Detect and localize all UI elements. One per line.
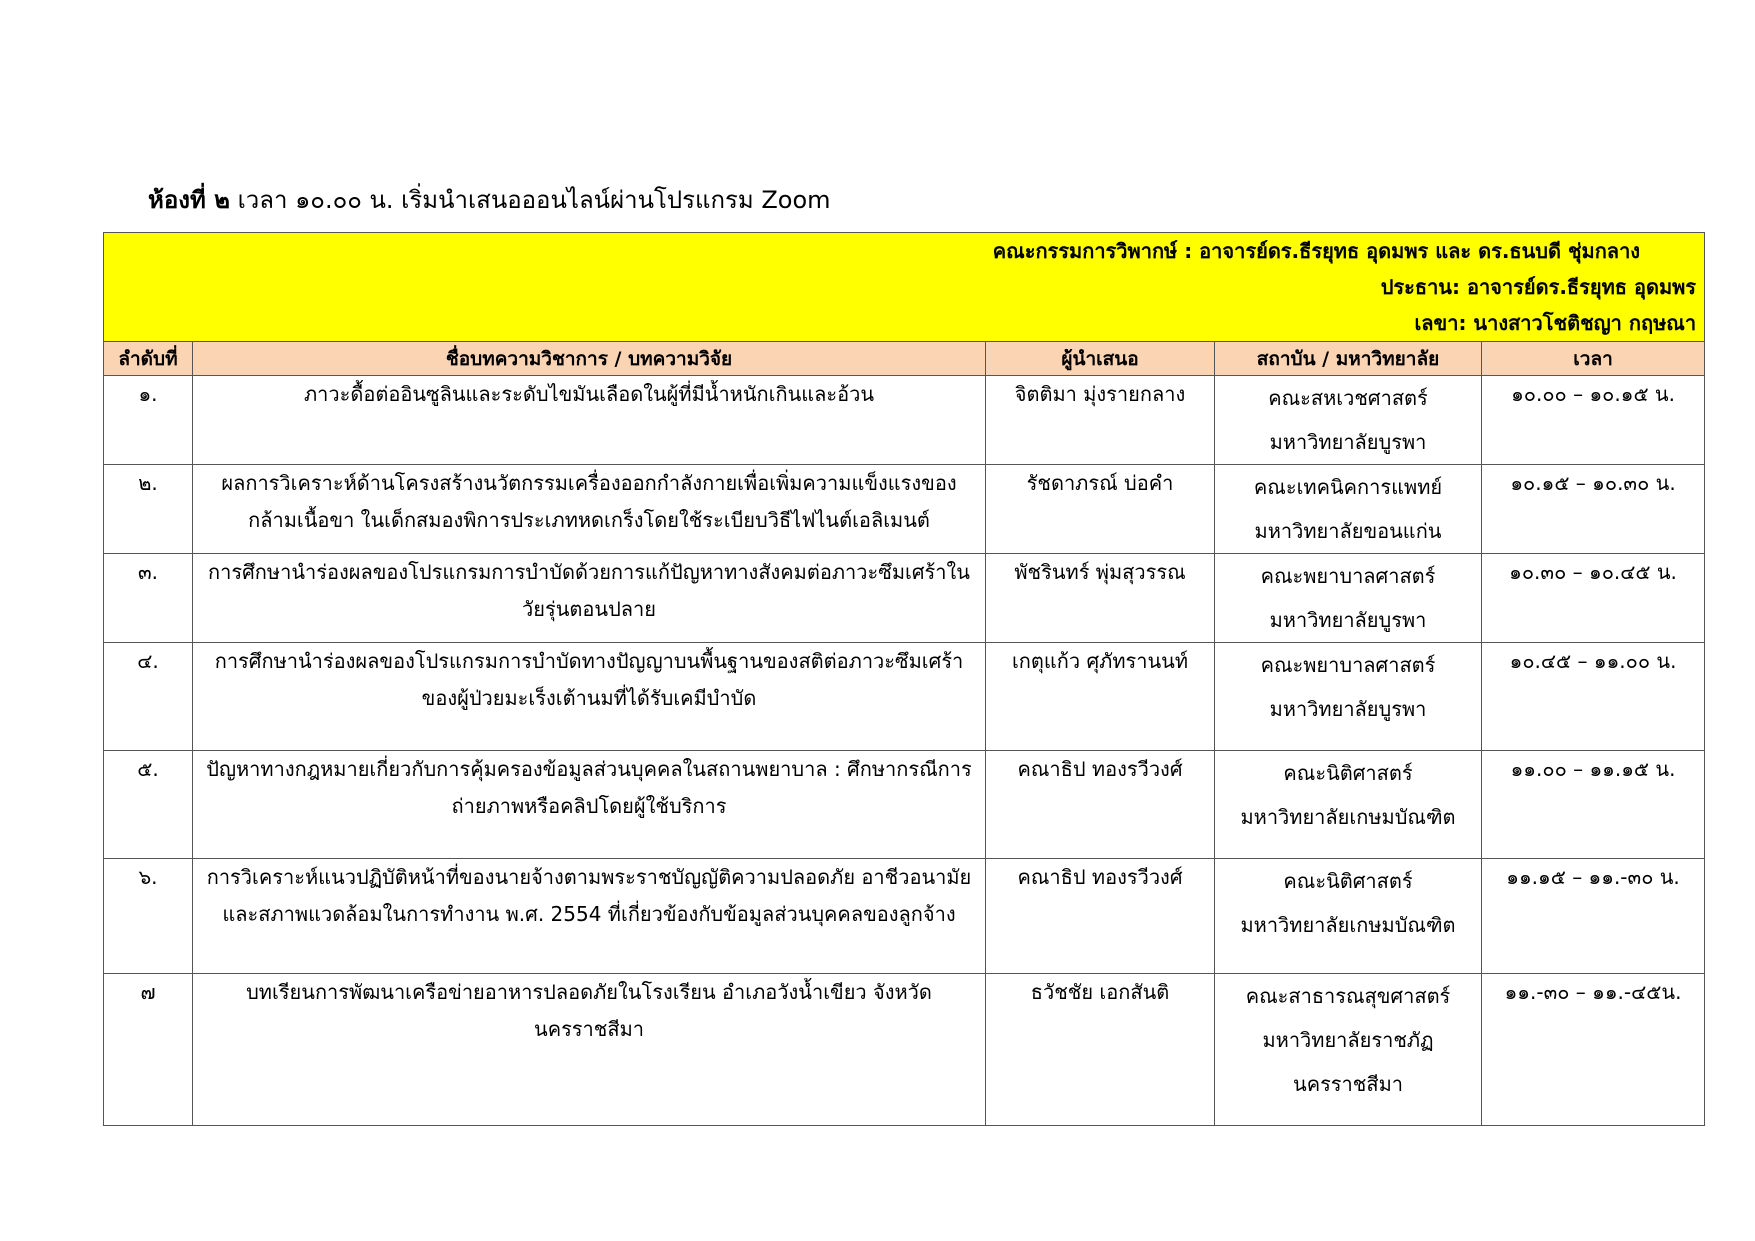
presenter-name: พัชรินทร์ พุ่มสุวรรณ (986, 554, 1215, 643)
university-name: มหาวิทยาลัยเกษมบัณฑิต (1240, 805, 1456, 829)
committee-header (104, 233, 1705, 342)
paper-title: การศึกษานำร่องผลของโปรแกรมการบำบัดด้วยการแก้ปัญหาทางสังคมต่อภาวะซึมเศร้าในวัยรุ่นตอนปลาย (193, 554, 986, 643)
faculty-name: คณะเทคนิคการแพทย์ (1253, 475, 1443, 499)
faculty-name: คณะสหเวชศาสตร์ (1268, 386, 1428, 410)
paper-title: ผลการวิเคราะห์ด้านโครงสร้างนวัตกรรมเครื่องออกกำลังกายเพื่อเพิ่มความแข็งแรงของกล้ามเนื้อขา ในเด็กสมองพิการประเภทหดเกร็งโดยใช้ระเบียบวิธีไฟไนต์เอลิเมนต์ (193, 465, 986, 554)
committee-cell (104, 233, 1705, 342)
time-slot: ๑๑.-๓๐ – ๑๑.-๔๕น. (1482, 974, 1705, 1126)
institution (1215, 465, 1482, 554)
institution (1215, 554, 1482, 643)
row-number: ๓. (104, 554, 193, 643)
row-number: ๒. (104, 465, 193, 554)
faculty-name: คณะพยาบาลศาสตร์ (1260, 653, 1436, 677)
presenter-name: ธวัชชัย เอกสันติ (986, 974, 1215, 1126)
table-row (104, 859, 1705, 974)
presenter-name: คณาธิป ทองรวีวงศ์ (986, 751, 1215, 859)
page-title (148, 183, 831, 217)
row-number: ๗ (104, 974, 193, 1126)
table-row (104, 554, 1705, 643)
room-label: ห้องที่ ๒ (148, 186, 230, 214)
university-name: มหาวิทยาลัยบูรพา (1269, 430, 1427, 454)
row-number: ๖. (104, 859, 193, 974)
university-name: มหาวิทยาลัยเกษมบัณฑิต (1240, 913, 1456, 937)
institution (1215, 751, 1482, 859)
institution (1215, 643, 1482, 751)
column-header-institution: สถาบัน / มหาวิทยาลัย (1215, 342, 1482, 376)
university-name: มหาวิทยาลัยขอนแก่น (1254, 519, 1442, 543)
column-header-row (104, 342, 1705, 376)
institution (1215, 376, 1482, 465)
row-number: ๔. (104, 643, 193, 751)
faculty-name: คณะนิติศาสตร์ (1283, 761, 1413, 785)
table-row (104, 376, 1705, 465)
committee-secretary: เลขา: นางสาวโชติชญา กฤษณา (1414, 311, 1697, 335)
faculty-name: คณะสาธารณสุขศาสตร์ (1245, 984, 1451, 1008)
time-slot: ๑๑.๐๐ – ๑๑.๑๕ น. (1482, 751, 1705, 859)
committee-chair: ประธาน: อาจารย์ดร.ธีรยุทธ อุดมพร (1380, 275, 1697, 299)
presenter-name: คณาธิป ทองรวีวงศ์ (986, 859, 1215, 974)
table-row (104, 643, 1705, 751)
column-header-no: ลำดับที่ (104, 342, 193, 376)
session-info: เวลา ๑๐.๐๐ น. เริ่มนำเสนอออนไลน์ผ่านโปรแกรม Zoom (229, 186, 831, 214)
faculty-name: คณะพยาบาลศาสตร์ (1260, 564, 1436, 588)
presenter-name: จิตติมา มุ่งรายกลาง (986, 376, 1215, 465)
institution (1215, 974, 1482, 1126)
committee-reviewers: คณะกรรมการวิพากษ์ : อาจารย์ดร.ธีรยุทธ อุดมพร และ ดร.ธนบดี ชุ่มกลาง (992, 239, 1641, 263)
presenter-name: รัชดาภรณ์ บ่อคำ (986, 465, 1215, 554)
university-name: มหาวิทยาลัยราชภัฏ (1262, 1028, 1434, 1052)
paper-title: การศึกษานำร่องผลของโปรแกรมการบำบัดทางปัญญาบนพื้นฐานของสติต่อภาวะซึมเศร้าของผู้ป่วยมะเร็งเต้านมที่ได้รับเคมีบำบัด (193, 643, 986, 751)
row-number: ๕. (104, 751, 193, 859)
paper-title: ภาวะดื้อต่ออินซูลินและระดับไขมันเลือดในผู้ที่มีน้ำหนักเกินและอ้วน (193, 376, 986, 465)
university-name: มหาวิทยาลัยบูรพา (1269, 697, 1427, 721)
table-row (104, 465, 1705, 554)
institution (1215, 859, 1482, 974)
province-name: นครราชสีมา (1293, 1072, 1403, 1096)
time-slot: ๑๐.๓๐ – ๑๐.๔๕ น. (1482, 554, 1705, 643)
time-slot: ๑๐.๑๕ – ๑๐.๓๐ น. (1482, 465, 1705, 554)
column-header-title: ชื่อบทความวิชาการ / บทความวิจัย (193, 342, 986, 376)
column-header-presenter: ผู้นำเสนอ (986, 342, 1215, 376)
paper-title: บทเรียนการพัฒนาเครือข่ายอาหารปลอดภัยในโรงเรียน อำเภอวังน้ำเขียว จังหวัดนครราชสีมา (193, 974, 986, 1126)
presentation-schedule-table (103, 232, 1705, 1126)
faculty-name: คณะนิติศาสตร์ (1283, 869, 1413, 893)
presenter-name: เกตุแก้ว ศุภัทรานนท์ (986, 643, 1215, 751)
university-name: มหาวิทยาลัยบูรพา (1269, 608, 1427, 632)
row-number: ๑. (104, 376, 193, 465)
time-slot: ๑๐.๔๕ – ๑๑.๐๐ น. (1482, 643, 1705, 751)
time-slot: ๑๐.๐๐ – ๑๐.๑๕ น. (1482, 376, 1705, 465)
paper-title: ปัญหาทางกฎหมายเกี่ยวกับการคุ้มครองข้อมูลส่วนบุคคลในสถานพยาบาล : ศึกษากรณีการถ่ายภาพหรือคลิปโดยผู้ใช้บริการ (193, 751, 986, 859)
table-row (104, 751, 1705, 859)
table-row (104, 974, 1705, 1126)
time-slot: ๑๑.๑๕ – ๑๑.-๓๐ น. (1482, 859, 1705, 974)
column-header-time: เวลา (1482, 342, 1705, 376)
paper-title: การวิเคราะห์แนวปฏิบัติหน้าที่ของนายจ้างตามพระราชบัญญัติความปลอดภัย อาชีวอนามัย และสภาพแวดล้อมในการทำงาน พ.ศ. 2554 ที่เกี่ยวข้องกับข้อมูลส่วนบุคคลของลูกจ้าง (193, 859, 986, 974)
